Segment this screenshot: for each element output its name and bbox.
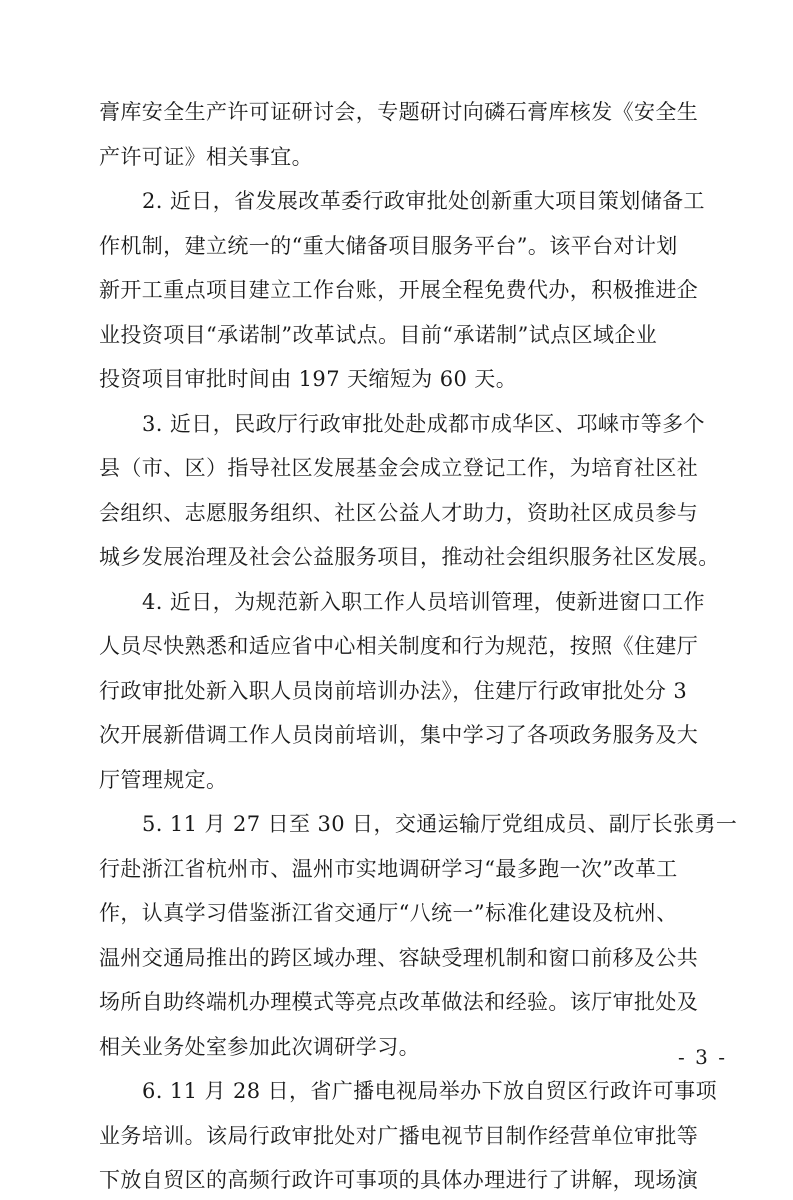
text-line-content: 5. 11 月 27 日至 30 日，交通运输厅党组成员、副厅长张勇一 <box>142 812 738 836</box>
text-line-content: 行赴浙江省杭州市、温州市实地调研学习“最多跑一次”改革工 <box>99 857 678 881</box>
text-line <box>99 315 793 355</box>
text-line-content: 行政审批处新入职人员岗前培训办法》，住建厅行政审批处分 3 <box>99 679 688 703</box>
paragraph-first-line <box>142 1071 793 1111</box>
text-line-content: 厅管理规定。 <box>99 768 228 792</box>
text-line-content: 城乡发展治理及社会公益服务项目，推动社会组织服务社区发展。 <box>99 545 720 569</box>
text-line <box>99 537 793 577</box>
paragraph-first-line <box>142 404 793 444</box>
text-line <box>99 893 793 933</box>
text-line <box>99 359 793 399</box>
text-line <box>99 270 793 310</box>
text-line-content: 产许可证》相关事宜。 <box>99 145 313 169</box>
text-line-content: 业务培训。该局行政审批处对广播电视节目制作经营单位审批等 <box>99 1124 699 1148</box>
text-line <box>99 982 793 1022</box>
text-line <box>99 493 793 533</box>
text-line-content: 新开工重点项目建立工作台账，开展全程免费代办，积极推进企 <box>99 278 699 302</box>
page-number: - 3 - <box>678 1045 727 1069</box>
text-line-content: 次开展新借调工作人员岗前培训，集中学习了各项政务服务及大 <box>99 723 699 747</box>
text-line-content: 2. 近日，省发展改革委行政审批处创新重大项目策划储备工 <box>142 189 705 213</box>
text-line-content: 3. 近日，民政厅行政审批处赴成都市成华区、邛崃市等多个 <box>142 412 705 436</box>
text-line <box>99 448 793 488</box>
text-line <box>99 137 793 177</box>
text-line-content: 相关业务处室参加此次调研学习。 <box>99 1035 420 1059</box>
text-line <box>99 938 793 978</box>
text-line-content: 场所自助终端机办理模式等亮点改革做法和经验。该厅审批处及 <box>99 990 699 1014</box>
text-line-content: 温州交通局推出的跨区域办理、容缺受理机制和窗口前移及公共 <box>99 946 699 970</box>
text-line <box>99 92 793 132</box>
text-line <box>99 226 793 266</box>
paragraph-first-line <box>142 181 793 221</box>
text-line-content: 作，认真学习借鉴浙江省交通厅“八统一”标准化建设及杭州、 <box>99 901 678 925</box>
text-line <box>99 671 793 711</box>
text-line-content: 下放自贸区的高频行政许可事项的具体办理进行了讲解，现场演 <box>99 1168 699 1192</box>
text-line-content: 6. 11 月 28 日，省广播电视局举办下放自贸区行政许可事项 <box>142 1079 717 1103</box>
paragraph-first-line <box>142 582 793 622</box>
text-line <box>99 760 793 800</box>
text-line-content: 作机制，建立统一的“重大储备项目服务平台”。该平台对计划 <box>99 234 678 258</box>
text-line-content: 业投资项目“承诺制”改革试点。目前“承诺制”试点区域企业 <box>99 323 658 347</box>
text-line-content: 会组织、志愿服务组织、社区公益人才助力，资助社区成员参与 <box>99 501 699 525</box>
text-line-content: 膏库安全生产许可证研讨会，专题研讨向磷石膏库核发《安全生 <box>99 100 699 124</box>
text-line <box>99 715 793 755</box>
text-line-content: 投资项目审批时间由 197 天缩短为 60 天。 <box>99 367 518 391</box>
text-line <box>99 849 793 889</box>
text-line-content: 人员尽快熟悉和适应省中心相关制度和行为规范，按照《住建厅 <box>99 634 699 658</box>
text-line-content: 4. 近日，为规范新入职工作人员培训管理，使新进窗口工作 <box>142 590 705 614</box>
text-line <box>99 626 793 666</box>
text-line <box>99 1116 793 1156</box>
text-line-content: 县（市、区）指导社区发展基金会成立登记工作，为培育社区社 <box>99 456 699 480</box>
paragraph-first-line <box>142 804 793 844</box>
text-line <box>99 1160 793 1200</box>
